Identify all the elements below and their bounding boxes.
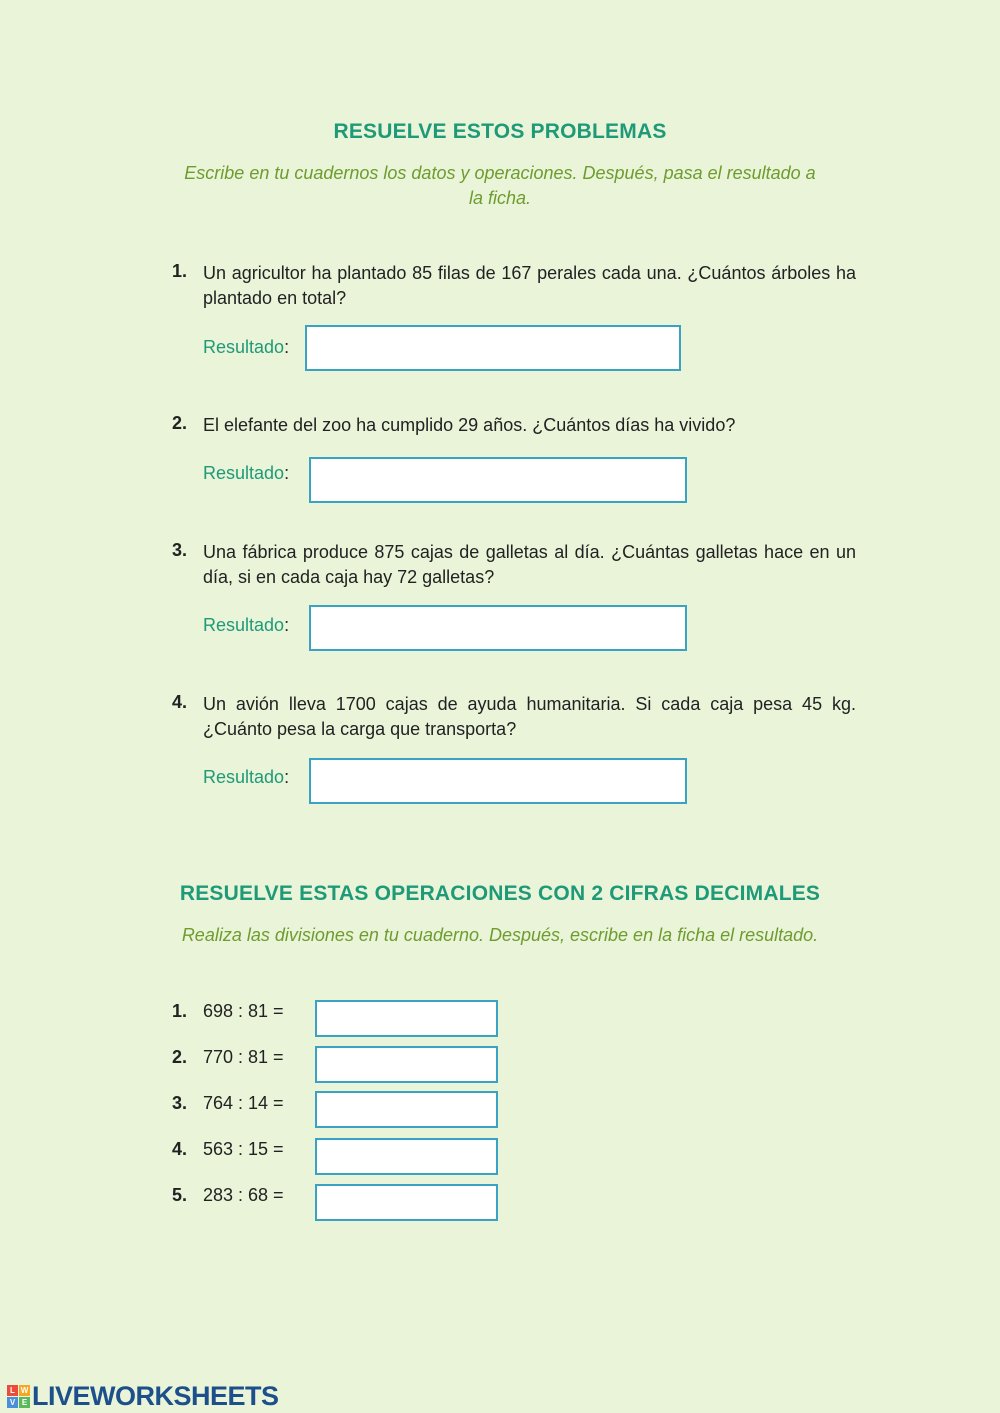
operation-3-number: 3.: [172, 1093, 188, 1113]
problem-4-result-label: Resultado:: [203, 767, 290, 787]
operation-5-number: 5.: [172, 1185, 188, 1205]
problem-2-answer-input[interactable]: [309, 457, 687, 503]
problem-1-text: Un agricultor ha plantado 85 filas de 167 perales cada una. ¿Cuántos árboles ha plantado en total?: [203, 263, 856, 308]
logo-icon-cell-4: E: [19, 1397, 30, 1408]
operation-4-answer-input[interactable]: [315, 1138, 498, 1175]
section2-subtitle: Realiza las divisiones en tu cuaderno. Después, escribe en la ficha el resultado.: [181, 925, 819, 945]
section1-subtitle: [140, 161, 860, 211]
operation-3-answer-input[interactable]: [315, 1091, 498, 1128]
problem-1-number: 1.: [172, 261, 188, 281]
problem-3-answer-input[interactable]: [309, 605, 687, 651]
problem-3-number: 3.: [172, 540, 188, 560]
problem-2-text: El elefante del zoo ha cumplido 29 años. ¿Cuántos días ha vivido?: [203, 415, 736, 435]
problem-3-text: Una fábrica produce 875 cajas de galletas al día. ¿Cuántas galletas hace en un día, si en cada caja hay 72 galletas?: [203, 542, 856, 587]
operation-3-expression: 764 : 14 =: [203, 1093, 284, 1113]
result-label-text: Resultado: [203, 337, 285, 357]
problem-1-answer-input[interactable]: [305, 325, 681, 371]
section1-title: RESUELVE ESTOS PROBLEMAS: [333, 120, 667, 143]
problem-1-result-label: Resultado:: [203, 337, 290, 357]
liveworksheets-logo: [7, 1382, 279, 1410]
liveworksheets-logo-icon: [7, 1385, 30, 1408]
problem-2-number: 2.: [172, 413, 188, 433]
problem-4-answer-input[interactable]: [309, 758, 687, 804]
operation-5-answer-input[interactable]: [315, 1184, 498, 1221]
operation-2-expression: 770 : 81 =: [203, 1047, 284, 1067]
section1-subtitle-line2: la ficha.: [468, 188, 532, 208]
operation-5-expression: 283 : 68 =: [203, 1185, 284, 1205]
result-label-text: Resultado: [203, 463, 285, 483]
result-label-text: Resultado: [203, 615, 285, 635]
operation-2-answer-input[interactable]: [315, 1046, 498, 1083]
logo-icon-cell-1: L: [7, 1385, 18, 1396]
logo-icon-cell-3: V: [7, 1397, 18, 1408]
operation-1-number: 1.: [172, 1001, 188, 1021]
operation-2-number: 2.: [172, 1047, 188, 1067]
problem-3-result-label: Resultado:: [203, 615, 290, 635]
problem-4-number: 4.: [172, 692, 188, 712]
operation-4-number: 4.: [172, 1139, 188, 1159]
section1-subtitle-line1: Escribe en tu cuadernos los datos y operaciones. Después, pasa el resultado a: [184, 163, 816, 183]
result-label-text: Resultado: [203, 767, 285, 787]
liveworksheets-logo-text: LIVEWORKSHEETS: [32, 1380, 279, 1411]
problem-2-result-label: Resultado:: [203, 463, 290, 483]
logo-icon-cell-2: W: [20, 1385, 29, 1395]
section2-title: RESUELVE ESTAS OPERACIONES CON 2 CIFRAS DECIMALES: [179, 882, 821, 905]
problem-4-text: Un avión lleva 1700 cajas de ayuda humanitaria. Si cada caja pesa 45 kg. ¿Cuánto pesa la carga que transporta?: [203, 694, 856, 739]
operation-1-answer-input[interactable]: [315, 1000, 498, 1037]
operation-1-expression: 698 : 81 =: [203, 1001, 284, 1021]
operation-4-expression: 563 : 15 =: [203, 1139, 284, 1159]
